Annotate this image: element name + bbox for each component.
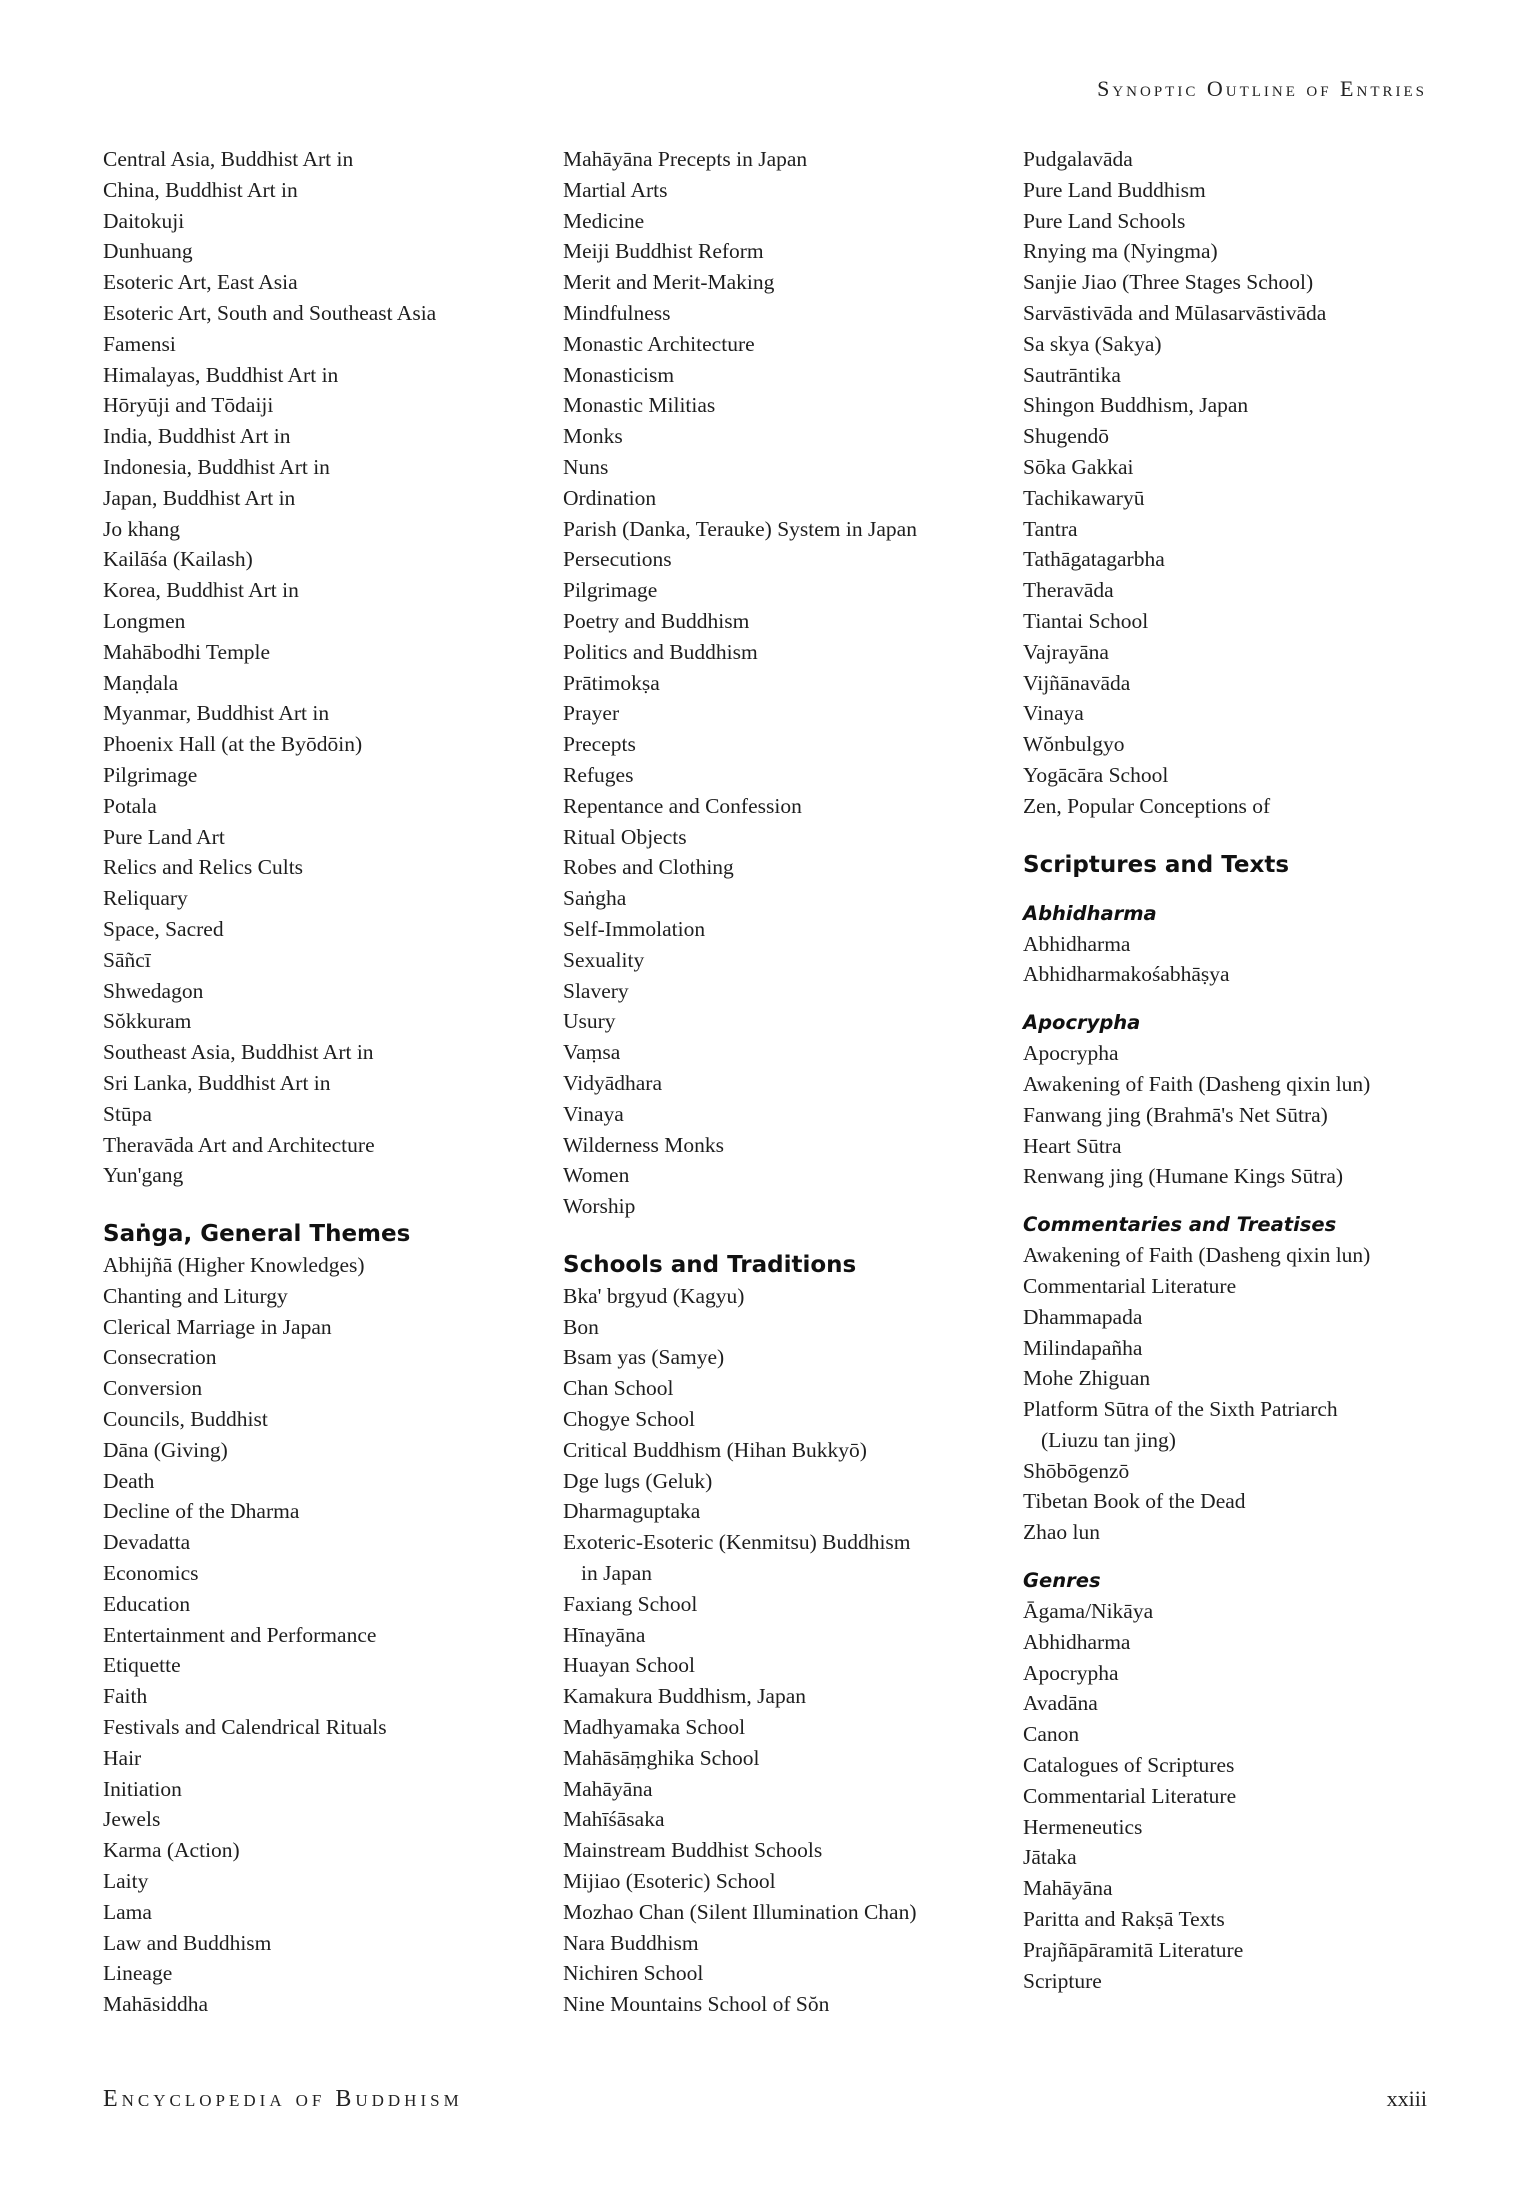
outline-entry: Devadatta — [103, 1530, 191, 1555]
outline-entry: Mahāyāna — [563, 1776, 653, 1801]
outline-entry: Parish (Danka, Terauke) System in Japan — [563, 516, 917, 541]
outline-entry: Mozhao Chan (Silent Illumination Chan) — [563, 1899, 917, 1924]
outline-entry: Relics and Relics Cults — [103, 855, 304, 880]
outline-entry: Slavery — [563, 978, 629, 1003]
outline-entry: Mahāsiddha — [103, 1992, 209, 2017]
outline-entry: Economics — [103, 1561, 199, 1586]
outline-entry: Medicine — [563, 208, 645, 233]
outline-entry: Sarvāstivāda and Mūlasarvāstivāda — [1023, 300, 1327, 325]
outline-entry: Abhidharma — [1023, 1629, 1131, 1654]
outline-entry: Mindfulness — [563, 300, 671, 325]
outline-entry: Chanting and Liturgy — [103, 1283, 288, 1308]
outline-entry: Apocrypha — [1023, 1660, 1119, 1685]
outline-column-2 — [563, 144, 1003, 2020]
outline-entry: Tathāgatagarbha — [1023, 547, 1165, 572]
outline-entry: Mahāyāna — [1023, 1876, 1113, 1901]
outline-entry: Self-Immolation — [563, 916, 706, 941]
outline-column-3 — [1023, 144, 1463, 1996]
outline-entry: Shingon Buddhism, Japan — [1023, 393, 1249, 418]
outline-entry: Theravāda Art and Architecture — [103, 1132, 375, 1157]
section-heading: Scriptures and Texts — [1023, 851, 1290, 878]
outline-entry: Dhammapada — [1023, 1304, 1143, 1329]
outline-entry: Maṇḍala — [103, 670, 179, 695]
outline-entry: Monasticism — [563, 362, 675, 387]
outline-entry: Repentance and Confession — [563, 793, 802, 818]
outline-entry: Bka' brgyud (Kagyu) — [563, 1283, 745, 1308]
page-number: xxiii — [1386, 2086, 1427, 2111]
outline-entry: Vinaya — [563, 1101, 624, 1126]
outline-entry: Sexuality — [563, 947, 645, 972]
outline-entry: Kailāśa (Kailash) — [103, 547, 253, 572]
outline-entry: Etiquette — [103, 1653, 181, 1678]
outline-entry: Nine Mountains School of Sŏn — [563, 1992, 830, 2017]
outline-entry: Commentarial Literature — [1023, 1273, 1237, 1298]
outline-entry: Saṅgha — [563, 886, 627, 911]
outline-entry: Yun'gang — [103, 1163, 184, 1188]
outline-entry: Hīnayāna — [563, 1622, 646, 1647]
outline-entry: (Liuzu tan jing) — [1041, 1427, 1176, 1452]
outline-entry: Pure Land Schools — [1023, 208, 1186, 233]
outline-entry: Abhijñā (Higher Knowledges) — [103, 1253, 365, 1278]
outline-entry: Vaṃsa — [563, 1040, 621, 1065]
outline-entry: Yogācāra School — [1023, 762, 1169, 787]
subsection-heading: Abhidharma — [1023, 901, 1157, 925]
outline-entry: Sāñcī — [103, 947, 151, 972]
outline-entry: Zhao lun — [1023, 1520, 1101, 1545]
running-head: Synoptic Outline of Entries — [1097, 76, 1427, 101]
outline-entry: Pudgalavāda — [1023, 147, 1133, 171]
outline-entry: Platform Sūtra of the Sixth Patriarch — [1023, 1397, 1338, 1422]
outline-entry: Huayan School — [563, 1653, 695, 1678]
outline-entry: Scripture — [1023, 1968, 1102, 1993]
outline-entry: Critical Buddhism (Hihan Bukkyō) — [563, 1437, 867, 1462]
outline-entry: India, Buddhist Art in — [103, 424, 291, 449]
outline-entry: Space, Sacred — [103, 916, 224, 941]
outline-entry: Festivals and Calendrical Rituals — [103, 1715, 387, 1740]
outline-entry: Chogye School — [563, 1407, 695, 1432]
outline-entry: Esoteric Art, East Asia — [103, 270, 298, 295]
outline-entry: Tiantai School — [1023, 608, 1149, 633]
outline-entry: Monastic Militias — [563, 393, 716, 418]
outline-entry: Longmen — [103, 608, 186, 633]
outline-entry: Jātaka — [1023, 1845, 1077, 1870]
outline-entry: Mijiao (Esoteric) School — [563, 1869, 776, 1894]
outline-entry: Poetry and Buddhism — [563, 608, 750, 633]
outline-entry: Wŏnbulgyo — [1023, 732, 1125, 757]
outline-entry: Esoteric Art, South and Southeast Asia — [103, 300, 437, 325]
outline-entry: Prajñāpāramitā Literature — [1023, 1937, 1244, 1962]
outline-entry: Sōka Gakkai — [1023, 454, 1134, 479]
outline-entry: Chan School — [563, 1376, 674, 1401]
outline-entry: Awakening of Faith (Dasheng qixin lun) — [1023, 1071, 1371, 1096]
outline-entry: Sautrāntika — [1023, 362, 1121, 387]
outline-entry: Korea, Buddhist Art in — [103, 578, 299, 603]
outline-entry: Sanjie Jiao (Three Stages School) — [1023, 270, 1314, 295]
outline-entry: Initiation — [103, 1776, 182, 1801]
outline-entry: in Japan — [581, 1561, 653, 1586]
outline-entry: Indonesia, Buddhist Art in — [103, 454, 330, 479]
outline-entry: Milindapañha — [1023, 1335, 1143, 1360]
outline-entry: Heart Sūtra — [1023, 1133, 1122, 1158]
section-heading: Saṅga, General Themes — [103, 1221, 411, 1248]
outline-entry: Fanwang jing (Brahmā's Net Sūtra) — [1023, 1102, 1328, 1127]
outline-entry: Awakening of Faith (Dasheng qixin lun) — [1023, 1243, 1371, 1268]
outline-entry: Himalayas, Buddhist Art in — [103, 362, 339, 387]
outline-entry: Paritta and Rakṣā Texts — [1023, 1907, 1225, 1932]
outline-entry: Mahābodhi Temple — [103, 639, 271, 664]
outline-entry: Pure Land Buddhism — [1023, 177, 1206, 202]
footer-book-title: Encyclopedia of Buddhism — [103, 2086, 463, 2112]
outline-entry: Dunhuang — [103, 239, 193, 264]
outline-entry: Rnying ma (Nyingma) — [1023, 239, 1218, 264]
outline-entry: Dge lugs (Geluk) — [563, 1468, 713, 1493]
outline-entry: Consecration — [103, 1345, 217, 1370]
outline-entry: Shugendō — [1023, 424, 1109, 449]
outline-column-1 — [103, 144, 543, 2020]
outline-entry: Clerical Marriage in Japan — [103, 1314, 332, 1339]
outline-entry: Central Asia, Buddhist Art in — [103, 147, 354, 171]
outline-entry: Merit and Merit-Making — [563, 270, 775, 295]
outline-entry: Bsam yas (Samye) — [563, 1345, 725, 1370]
outline-entry: Nara Buddhism — [563, 1930, 699, 1955]
outline-entry: Sŏkkuram — [103, 1009, 192, 1034]
outline-entry: Pure Land Art — [103, 824, 225, 849]
outline-entry: Hōryūji and Tōdaiji — [103, 393, 274, 418]
outline-entry: Madhyamaka School — [563, 1715, 746, 1740]
outline-entry: Meiji Buddhist Reform — [563, 239, 764, 264]
outline-entry: Monastic Architecture — [563, 331, 755, 356]
outline-entry: Famensi — [103, 331, 176, 356]
outline-entry: Robes and Clothing — [563, 855, 734, 880]
outline-entry: Prayer — [563, 701, 620, 726]
outline-entry: Āgama/Nikāya — [1023, 1599, 1154, 1624]
outline-entry: Conversion — [103, 1376, 203, 1401]
outline-entry: Women — [563, 1163, 630, 1188]
outline-entry: Abhidharma — [1023, 931, 1131, 956]
outline-entry: Commentarial Literature — [1023, 1783, 1237, 1808]
subsection-heading: Apocrypha — [1023, 1011, 1141, 1035]
subsection-heading: Genres — [1023, 1569, 1101, 1593]
outline-entry: Tantra — [1023, 516, 1078, 541]
outline-entry: Catalogues of Scriptures — [1023, 1753, 1235, 1778]
outline-entry: Shwedagon — [103, 978, 204, 1003]
outline-entry: Refuges — [563, 762, 634, 787]
outline-entry: Lineage — [103, 1961, 173, 1986]
outline-entry: Worship — [563, 1194, 636, 1219]
outline-entry: Zen, Popular Conceptions of — [1023, 793, 1271, 818]
outline-entry: Vajrayāna — [1023, 639, 1109, 664]
outline-entry: Southeast Asia, Buddhist Art in — [103, 1040, 374, 1065]
outline-entry: Mahīśāsaka — [563, 1807, 665, 1832]
outline-entry: Avadāna — [1023, 1691, 1098, 1716]
outline-entry: Exoteric-Esoteric (Kenmitsu) Buddhism — [563, 1530, 911, 1555]
outline-entry: Ritual Objects — [563, 824, 687, 849]
outline-entry: Tachikawaryū — [1023, 485, 1145, 510]
outline-entry: Vinaya — [1023, 701, 1084, 726]
outline-entry: Law and Buddhism — [103, 1930, 272, 1955]
outline-entry: Myanmar, Buddhist Art in — [103, 701, 330, 726]
outline-entry: Theravāda — [1023, 578, 1114, 603]
outline-entry: Mahāsāṃghika School — [563, 1745, 760, 1770]
outline-entry: Reliquary — [103, 886, 188, 911]
outline-entry: Pilgrimage — [563, 578, 658, 603]
outline-entry: Bon — [563, 1314, 599, 1339]
outline-entry: Lama — [103, 1899, 152, 1924]
outline-entry: Karma (Action) — [103, 1838, 240, 1863]
outline-entry: Faxiang School — [563, 1591, 698, 1616]
outline-entry: Kamakura Buddhism, Japan — [563, 1684, 807, 1709]
outline-entry: Vijñānavāda — [1023, 670, 1131, 695]
outline-entry: Persecutions — [563, 547, 672, 572]
outline-entry: Mahāyāna Precepts in Japan — [563, 147, 808, 171]
outline-entry: Japan, Buddhist Art in — [103, 485, 296, 510]
outline-entry: Hair — [103, 1745, 142, 1770]
outline-entry: Precepts — [563, 732, 636, 757]
outline-entry: Daitokuji — [103, 208, 185, 233]
outline-entry: Tibetan Book of the Dead — [1023, 1489, 1246, 1514]
outline-entry: Faith — [103, 1684, 148, 1709]
outline-entry: Canon — [1023, 1722, 1080, 1747]
outline-entry: Entertainment and Performance — [103, 1622, 377, 1647]
outline-entry: Dharmaguptaka — [563, 1499, 701, 1524]
outline-entry: Potala — [103, 793, 157, 818]
outline-entry: Monks — [563, 424, 623, 449]
outline-entry: Wilderness Monks — [563, 1132, 724, 1157]
outline-entry: Laity — [103, 1869, 149, 1894]
outline-entry: Mainstream Buddhist Schools — [563, 1838, 823, 1863]
outline-entry: Martial Arts — [563, 177, 668, 202]
outline-entry: Phoenix Hall (at the Byōdōin) — [103, 732, 363, 757]
outline-entry: Stūpa — [103, 1101, 152, 1126]
outline-entry: Shōbōgenzō — [1023, 1458, 1130, 1483]
outline-entry: Decline of the Dharma — [103, 1499, 300, 1524]
outline-entry: Sri Lanka, Buddhist Art in — [103, 1070, 331, 1095]
outline-entry: Sa skya (Sakya) — [1023, 331, 1162, 356]
outline-entry: Ordination — [563, 485, 657, 510]
outline-entry: Nichiren School — [563, 1961, 704, 1986]
section-heading: Schools and Traditions — [563, 1251, 857, 1278]
outline-entry: Pilgrimage — [103, 762, 198, 787]
outline-entry: Politics and Buddhism — [563, 639, 758, 664]
outline-entry: Hermeneutics — [1023, 1814, 1143, 1839]
outline-entry: Education — [103, 1591, 191, 1616]
outline-entry: Prātimokṣa — [563, 670, 660, 695]
outline-entry: Nuns — [563, 454, 609, 479]
outline-entry: Renwang jing (Humane Kings Sūtra) — [1023, 1164, 1344, 1189]
subsection-heading: Commentaries and Treatises — [1023, 1213, 1337, 1237]
outline-entry: Jo khang — [103, 516, 181, 541]
outline-entry: Mohe Zhiguan — [1023, 1366, 1151, 1391]
outline-entry: Dāna (Giving) — [103, 1437, 228, 1462]
outline-entry: Abhidharmakośabhāṣya — [1023, 962, 1230, 987]
outline-entry: Jewels — [103, 1807, 161, 1832]
outline-entry: China, Buddhist Art in — [103, 177, 298, 202]
outline-entry: Vidyādhara — [563, 1070, 662, 1095]
outline-entry: Death — [103, 1468, 155, 1493]
outline-entry: Councils, Buddhist — [103, 1407, 268, 1432]
outline-entry: Usury — [563, 1009, 616, 1034]
outline-entry: Apocrypha — [1023, 1041, 1119, 1066]
